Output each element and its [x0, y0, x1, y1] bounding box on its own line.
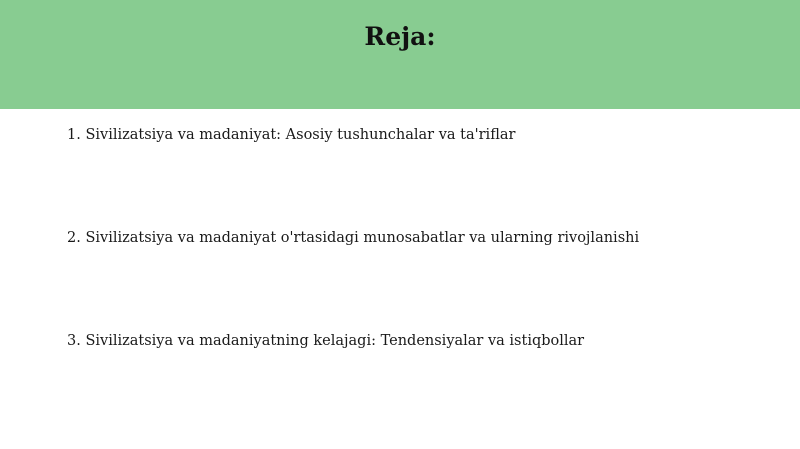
slide-title: Reja: — [364, 22, 436, 51]
plan-item-1: 1. Sivilizatsiya va madaniyat: Asosiy tushunchalar va ta'riflar — [67, 127, 516, 143]
plan-item-2: 2. Sivilizatsiya va madaniyat o'rtasidagi munosabatlar va ularning rivojlanishi — [67, 230, 640, 246]
plan-item-3: 3. Sivilizatsiya va madaniyatning kelajagi: Tendensiyalar va istiqbollar — [67, 333, 585, 349]
